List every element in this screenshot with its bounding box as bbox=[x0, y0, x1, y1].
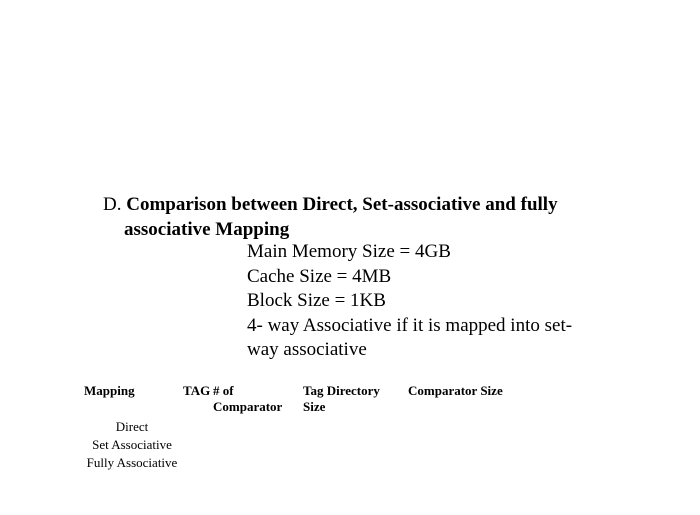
section-heading bbox=[103, 192, 643, 242]
header-tag-directory-line-2: Size bbox=[303, 399, 326, 414]
section-label: D. bbox=[103, 194, 127, 215]
header-comparators-line-2: Comparator bbox=[213, 399, 283, 414]
row-fully-associative: Fully Associative bbox=[86, 455, 178, 470]
header-tag-directory bbox=[303, 383, 380, 415]
param-associativity-line-2: way associative bbox=[247, 339, 367, 360]
header-tag: TAG bbox=[183, 383, 211, 398]
section-title-line-1: Comparison between Direct, Set-associative and fully bbox=[126, 194, 558, 215]
header-comparators-line-1: # of bbox=[213, 383, 234, 398]
row-direct: Direct bbox=[115, 419, 149, 434]
section-title-line-2: associative Mapping bbox=[124, 219, 290, 240]
header-mapping: Mapping bbox=[84, 383, 135, 398]
param-cache-size: Cache Size = 4MB bbox=[247, 265, 392, 287]
row-set-associative: Set Associative bbox=[92, 437, 172, 452]
param-associativity-line-1: 4- way Associative if it is mapped into set- bbox=[247, 314, 573, 336]
header-comparator-size: Comparator Size bbox=[408, 383, 503, 398]
header-comparators bbox=[213, 383, 282, 415]
parameter-list bbox=[247, 240, 667, 363]
param-main-memory: Main Memory Size = 4GB bbox=[247, 241, 451, 262]
header-tag-directory-line-1: Tag Directory bbox=[303, 383, 380, 398]
param-block-size: Block Size = 1KB bbox=[247, 290, 386, 311]
